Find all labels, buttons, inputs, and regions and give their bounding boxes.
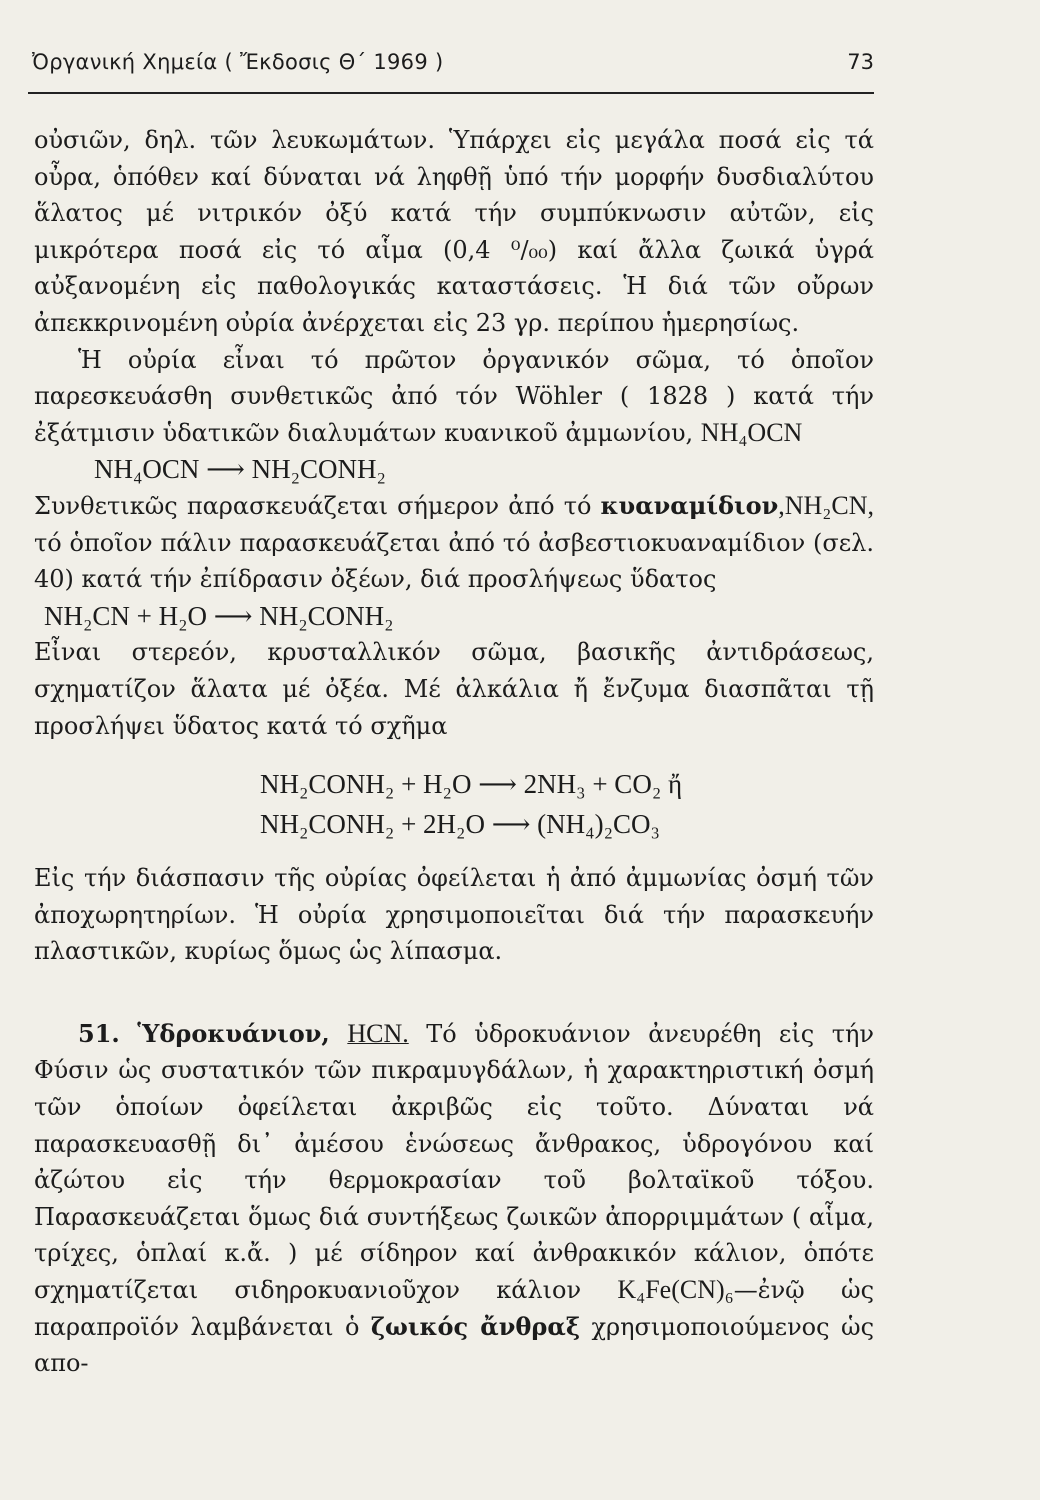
running-title: Ὀργανική Χημεία ( Ἔκδοσις Θ΄ 1969 ) bbox=[32, 50, 444, 74]
equation-wohler: NH₄OCN ⟶ NH₂CONH₂ bbox=[94, 454, 386, 485]
section-spacer bbox=[34, 970, 874, 1016]
paragraph-albumins: οὐσιῶν, δηλ. τῶν λευκωμάτων. Ὑπάρχει εἰς μεγάλα ποσά εἰς τά οὖρα, ὁπόθεν καί δύναται νά ληφθῇ ὑπό τήν μορφήν δυσδιαλύτου ἅλατος μέ νιτρικόν ὀξύ κατά τήν συμπύκνωσιν αὐτῶν, εἰς μικρότερα ποσά εἰς τό αἷμα (0,4 ⁰/₀₀) καί ἄλλα ζωικά ὑγρά αὐξανομένη εἰς παθολογικάς καταστάσεις. Ἡ διά τῶν οὔρων ἀπεκκρινομένη οὐρία ἀνέρχεται εἰς 23 γρ. περίπου ἡμερησίως. bbox=[34, 126, 874, 337]
equation-hydrolysis-2: NH₂CONH₂ + 2H₂O ⟶ (NH₄)₂CO₃ bbox=[260, 809, 660, 840]
cyanamide-text-b: τό ὁποῖον πάλιν παρασκευάζεται ἀπό τό ἀσβεστιοκυαναμίδιον (σελ. 40) κατά τήν ἐπίδρασιν ὀξέων, διά προσλήψεως ὕδατος bbox=[34, 528, 874, 594]
equation-block-hydrolysis bbox=[34, 764, 874, 844]
section-title: Ὑδροκυάνιον, bbox=[137, 1018, 330, 1048]
hcn-formula: HCN. bbox=[347, 1018, 409, 1048]
cyanamide-formula: ,NH₂CN, bbox=[778, 490, 874, 520]
equation-hydrolysis-1: NH₂CONH₂ + H₂O ⟶ 2NH₃ + CO₂ ἤ bbox=[260, 769, 683, 800]
equation-cyanamide-hydration: NH₂CN + H₂O ⟶ NH₂CONH₂ bbox=[44, 600, 394, 631]
page-body bbox=[34, 122, 874, 1382]
wohler-text: Ἡ οὐρία εἶναι τό πρῶτον ὀργανικόν σῶμα, τό ὁποῖον παρεσκευάσθη συνθετικῶς ἀπό τόν Wöhler ( 1828 ) κατά τήν ἐξάτμισιν ὑδατικῶν διαλυμάτων κυανικοῦ ἀμμωνίου, bbox=[34, 345, 874, 447]
ammonium-cyanate-formula: NH₄OCN bbox=[700, 417, 803, 447]
hcn-text-c: χρησιμοποιούμενος ὡς απο- bbox=[34, 1312, 875, 1378]
paragraph-uses: Εἰς τήν διάσπασιν τῆς οὐρίας ὀφείλεται ἡ ἀπό ἀμμωνίας ὀσμή τῶν ἀποχωρητηρίων. Ἡ οὐρία χρησιμοποιεῖται διά τήν παρασκευήν πλαστικῶν, κυρίως ὅμως ὡς λίπασμα. bbox=[34, 864, 874, 966]
cyanamide-term: κυαναμίδιον bbox=[600, 490, 779, 520]
paragraph-properties: Εἶναι στερεόν, κρυσταλλικόν σῶμα, βασικῆς ἀντιδράσεως, σχηματίζον ἅλατα μέ ὀξέα. Μέ ἀλκάλια ἤ ἔνζυμα διασπᾶται τῇ προσλήψει ὕδατος κατά τό σχῆμα bbox=[34, 638, 874, 740]
cyanamide-text-a: Συνθετικῶς παρασκευάζεται σήμερον ἀπό τό bbox=[34, 491, 601, 520]
section-hcn bbox=[34, 1016, 874, 1382]
section-number: 51. bbox=[78, 1018, 120, 1048]
paragraph-wohler bbox=[34, 342, 874, 452]
animal-charcoal-term: ζωικός ἄνθραξ bbox=[370, 1311, 581, 1341]
page-number: 73 bbox=[847, 50, 874, 74]
paragraph-cyanamide bbox=[34, 488, 874, 598]
hcn-text-a: Τό ὑδροκυάνιον ἀνευρέθη εἰς τήν Φύσιν ὡς συστατικόν τῶν πικραμυγδάλων, ἡ χαρακτηριστική ὀσμή τῶν ὁποίων ὀφείλεται ἀκριβῶς εἰς τοῦτο. Δύναται νά παρασκευασθῇ δι᾽ ἀμέσου ἑνώσεως ἄνθρακος, ὑδρογόνου καί ἀζώτου εἰς τήν θερμοκρασίαν τοῦ βολταϊκοῦ τόξου. Παρασκευάζεται ὅμως διά συντήξεως ζωικῶν ἀπορριμμάτων ( αἷμα, τρίχες, ὁπλαί κ.ἄ. ) μέ σίδηρον καί ἀνθρακικόν κάλιον, ὁπότε σχηματίζεται σιδηροκυανιοῦχον κάλιον bbox=[34, 1019, 874, 1305]
page-header bbox=[32, 50, 874, 90]
hcn-text-b: —ἐνῷ ὡς παραπροϊόν λαμβάνεται ὁ bbox=[34, 1276, 875, 1341]
ferrocyanide-formula: K₄Fe(CN)₆ bbox=[617, 1275, 734, 1305]
header-rule bbox=[28, 92, 874, 94]
